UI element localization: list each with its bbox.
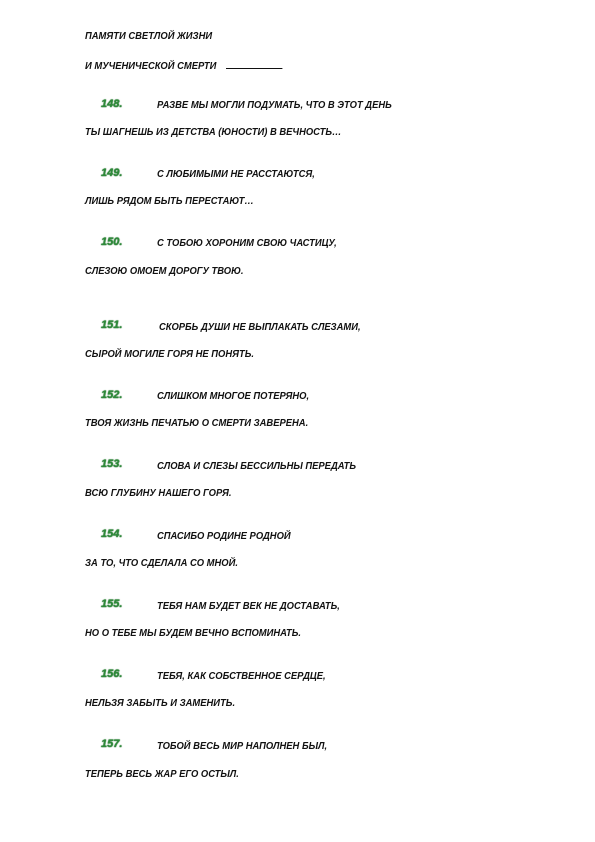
verse-number: 157. (101, 738, 123, 750)
verse-number: 148. (101, 98, 123, 110)
verse-line-1: С ЛЮБИМЫМИ НЕ РАССТАЮТСЯ, (157, 169, 315, 180)
dedication-line-1: ПАМЯТИ СВЕТЛОЙ ЖИЗНИ (85, 31, 213, 42)
verse-line-1: СЛОВА И СЛЕЗЫ БЕССИЛЬНЫ ПЕРЕДАТЬ (157, 461, 356, 472)
verse-number: 154. (101, 528, 123, 540)
verse-line-1: ТЕБЯ НАМ БУДЕТ ВЕК НЕ ДОСТАВАТЬ, (157, 601, 340, 612)
verse-line-2: НО О ТЕБЕ МЫ БУДЕМ ВЕЧНО ВСПОМИНАТЬ. (85, 628, 302, 639)
dedication-line-2 (85, 59, 282, 73)
verse-number: 152. (101, 389, 123, 401)
name-blank-line (226, 59, 282, 69)
verse-line-2: ВСЮ ГЛУБИНУ НАШЕГО ГОРЯ. (85, 488, 232, 499)
verse-line-1: С ТОБОЮ ХОРОНИМ СВОЮ ЧАСТИЦУ, (157, 238, 337, 249)
verse-line-1: СЛИШКОМ МНОГОЕ ПОТЕРЯНО, (157, 391, 310, 402)
verse-line-2: ТЫ ШАГНЕШЬ ИЗ ДЕТСТВА (ЮНОСТИ) В ВЕЧНОСТЬ… (85, 127, 342, 138)
verse-line-1: СКОРБЬ ДУШИ НЕ ВЫПЛАКАТЬ СЛЕЗАМИ, (159, 322, 361, 333)
verse-line-1: ТОБОЙ ВЕСЬ МИР НАПОЛНЕН БЫЛ, (157, 741, 328, 752)
verse-line-1: РАЗВЕ МЫ МОГЛИ ПОДУМАТЬ, ЧТО В ЭТОТ ДЕНЬ (157, 100, 392, 111)
verse-line-2: НЕЛЬЗЯ ЗАБЫТЬ И ЗАМЕНИТЬ. (85, 698, 236, 709)
verse-number: 153. (101, 458, 123, 470)
verse-line-2: СЫРОЙ МОГИЛЕ ГОРЯ НЕ ПОНЯТЬ. (85, 349, 255, 360)
verse-number: 156. (101, 668, 123, 680)
verse-line-2: ЗА ТО, ЧТО СДЕЛАЛА СО МНОЙ. (85, 558, 238, 569)
verse-number: 155. (101, 598, 123, 610)
verse-number: 150. (101, 236, 123, 248)
verse-line-2: ЛИШЬ РЯДОМ БЫТЬ ПЕРЕСТАЮТ… (85, 196, 254, 207)
verse-line-1: СПАСИБО РОДИНЕ РОДНОЙ (157, 531, 291, 542)
verse-number: 149. (101, 167, 123, 179)
verse-line-2: СЛЕЗОЮ ОМОЕМ ДОРОГУ ТВОЮ. (85, 266, 244, 277)
dedication-line-2-text: И МУЧЕНИЧЕСКОЙ СМЕРТИ (85, 61, 217, 72)
verse-line-1: ТЕБЯ, КАК СОБСТВЕННОЕ СЕРДЦЕ, (157, 671, 326, 682)
verse-line-2: ТЕПЕРЬ ВЕСЬ ЖАР ЕГО ОСТЫЛ. (85, 769, 239, 780)
verse-line-2: ТВОЯ ЖИЗНЬ ПЕЧАТЬЮ О СМЕРТИ ЗАВЕРЕНА. (85, 418, 309, 429)
verse-number: 151. (101, 319, 123, 331)
